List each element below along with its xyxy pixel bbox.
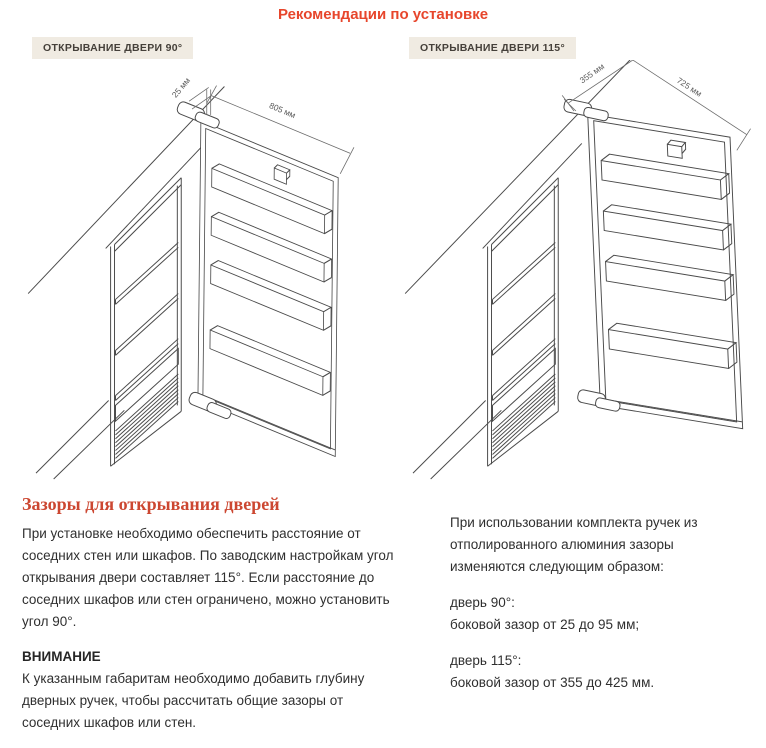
dimension-label-gap: 355 мм [577, 61, 607, 86]
diagrams-row [0, 37, 766, 480]
attention-body: К указанным габаритам необходимо добавить глубину дверных ручек, чтобы рассчитать общие зазоры от соседних шкафов или стен. [22, 671, 365, 730]
attention-heading: ВНИМАНИЕ [22, 649, 101, 664]
door-90-spec-value: боковой зазор от 25 до 95 мм; [450, 617, 640, 632]
page-title: Рекомендации по установке [277, 6, 489, 23]
text-columns [0, 486, 766, 748]
fridge-diagram-115-icon [391, 60, 751, 480]
dimension-label-door-width: 725 мм [675, 75, 704, 99]
fridge-door [588, 114, 743, 429]
clearances-body: При установке необходимо обеспечить расстояние от соседних стен или шкафов. По заводским настройкам угол открывания двери составляет 115°. Если расстояние до соседних шкафов или стен ограничено, можно установить угол 90°. [22, 526, 394, 629]
handles-column [450, 486, 752, 748]
door-opening-115-label: ОТКРЫВАНИЕ ДВЕРИ 115° [409, 37, 576, 59]
diagram-panel-90 [14, 37, 375, 480]
clearances-heading: Зазоры для открывания дверей [22, 494, 280, 514]
door-90-spec-label: дверь 90°: [450, 595, 515, 610]
fridge-diagram-90-icon [14, 60, 374, 480]
door-opening-90-label: ОТКРЫВАНИЕ ДВЕРИ 90° [32, 37, 193, 59]
door-115-spec-label: дверь 115°: [450, 653, 522, 668]
door-90-spec [450, 592, 752, 636]
cabinet-interior [36, 178, 181, 479]
diagram-panel-115 [391, 37, 752, 480]
dimension-label-gap: 25 мм [169, 75, 193, 100]
clearances-column [22, 486, 396, 748]
cabinet-interior [413, 178, 558, 479]
door-115-spec [450, 650, 752, 694]
handles-intro: При использовании комплекта ручек из отполированного алюминия зазоры изменяются следующим образом: [450, 515, 698, 574]
dimension-label-door-width: 805 мм [267, 100, 298, 121]
door-115-spec-value: боковой зазор от 355 до 425 мм. [450, 675, 655, 690]
